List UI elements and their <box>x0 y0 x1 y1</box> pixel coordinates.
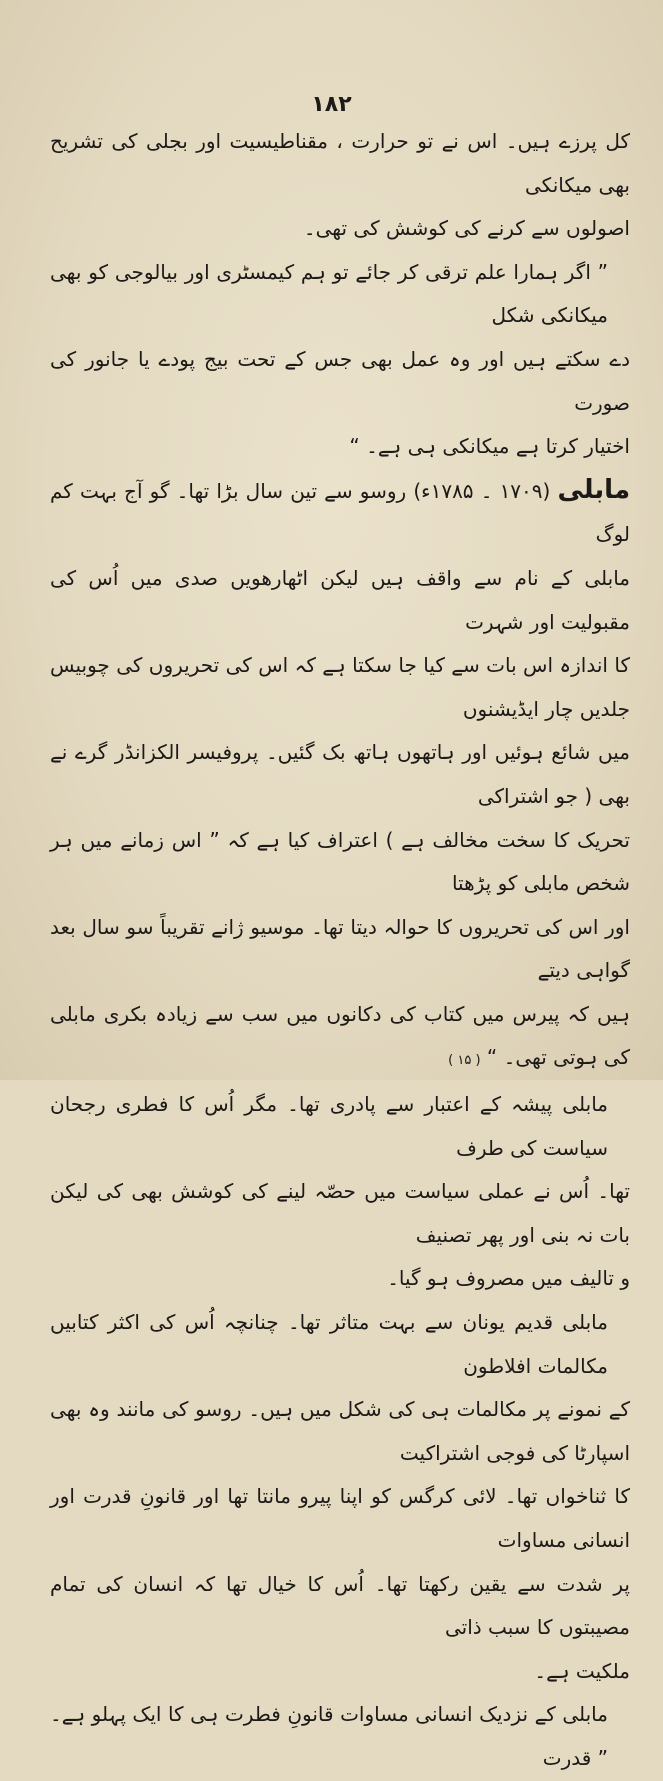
quote-line: ” اگر ہمارا علم ترقی کر جائے تو ہم کیمسٹری اور بیالوجی کو بھی میکانکی شکل <box>50 259 608 328</box>
section-dates: (۱۷۰۹ ۔ ۱۷۸۵ء) <box>413 478 551 503</box>
text-line: مابلی قدیم یونان سے بہت متاثر تھا۔ چنانچہ اُس کی اکثر کتابیں مکالمات افلاطون <box>50 1310 608 1378</box>
text-line: ہیں کہ پیرس میں کتاب کی دکانوں میں سب سے زیادہ بکری مابلی کی ہوتی تھی۔ “ <box>50 1001 630 1070</box>
quote-line: دے سکتے ہیں اور وہ عمل بھی جس کے تحت بیج پودے یا جانور کی صورت <box>50 346 630 415</box>
text-line: کے نمونے پر مکالمات ہی کی شکل میں ہیں۔ روسو کی مانند وہ بھی اسپارٹا کی فوجی اشتراکیت <box>50 1397 630 1465</box>
text-line: ملکیت ہے۔ <box>534 1658 630 1683</box>
text-line: پر شدت سے یقین رکھتا تھا۔ اُس کا خیال تھا کہ انسان کی تمام مصیبتوں کا سبب ذاتی <box>50 1571 630 1640</box>
reference-mark: ( ۱۵ ) <box>448 1053 481 1069</box>
text-line: مابلی پیشہ کے اعتبار سے پادری تھا۔ مگر اُس کا فطری رجحان سیاست کی طرف <box>50 1092 608 1160</box>
text-line-with-ref <box>50 993 630 1083</box>
text-line: تھا۔ اُس نے عملی سیاست میں حصّہ لینے کی کوشش بھی کی لیکن بات نہ بنی اور پھر تصنیف <box>50 1179 630 1247</box>
text-line: و تالیف میں مصروف ہو گیا۔ <box>387 1266 630 1291</box>
text-line: کل پرزے ہیں۔ اس نے تو حرارت ، مقناطیسیت اور بجلی کی تشریح بھی میکانکی <box>50 129 630 197</box>
text-line: مابلی کے نام سے واقف ہیں لیکن اٹھارھویں صدی میں اُس کی مقبولیت اور شہرت <box>50 565 630 634</box>
text-line: کا ثناخواں تھا۔ لائی کرگس کو اپنا پیرو مانتا تھا اور قانونِ قدرت اور انسانی مساوات <box>50 1484 630 1552</box>
text-line: روسو سے تین سال بڑا تھا۔ گو آج بہت کم لوگ <box>50 478 630 547</box>
text-line: اصولوں سے کرنے کی کوشش کی تھی۔ <box>303 216 630 241</box>
text-line: تحریک کا سخت مخالف ہے ) اعتراف کیا ہے کہ ” اس زمانے میں ہر شخص مابلی کو پڑھتا <box>50 827 630 896</box>
text-line: اور اس کی تحریروں کا حوالہ دیتا تھا۔ موسیو ژانے تقریباً سو سال بعد گواہی دیتے <box>50 914 630 983</box>
section-heading: مابلی <box>557 474 631 505</box>
text-line: مابلی کے نزدیک انسانی مساوات قانونِ فطرت ہی کا ایک پہلو ہے۔ ” قدرت <box>50 1702 608 1770</box>
text-line: میں شائع ہوئیں اور ہاتھوں ہاتھ بک گئیں۔ پروفیسر الکزانڈر گرے نے بھی ( جو اشتراکی <box>50 740 630 808</box>
page-number: ۱۸۲ <box>311 92 352 117</box>
page-body <box>50 120 630 1781</box>
section-first-line <box>50 469 630 557</box>
text-line: کا اندازہ اس بات سے کیا جا سکتا ہے کہ اس کی تحریروں کی چوبیس جلدیں چار ایڈیشنوں <box>50 653 630 721</box>
quote-line: اختیار کرتا ہے میکانکی ہی ہے۔ “ <box>349 434 630 459</box>
